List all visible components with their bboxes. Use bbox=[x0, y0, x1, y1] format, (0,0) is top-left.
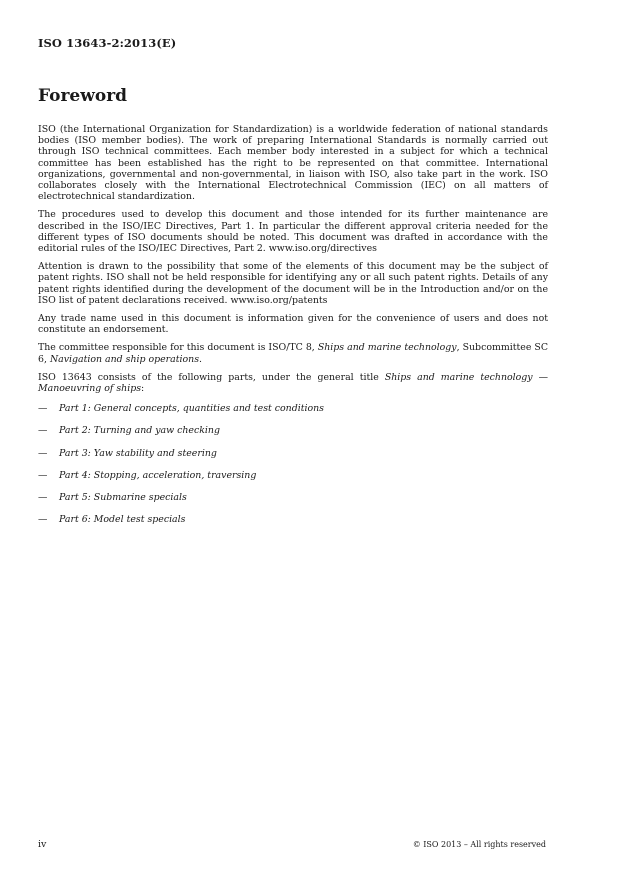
part-title: Part 4: Stopping, acceleration, traversing bbox=[59, 469, 257, 481]
dash-bullet: — bbox=[38, 403, 48, 415]
general-title: Ships and marine technology — Manoeuvring of ships bbox=[38, 371, 548, 395]
part-title: Part 3: Yaw stability and steering bbox=[59, 447, 217, 459]
parts-intro-colon: : bbox=[141, 383, 145, 395]
copyright-notice: © ISO 2013 – All rights reserved bbox=[412, 840, 546, 849]
part-title: Part 2: Turning and yaw checking bbox=[59, 425, 220, 437]
subcommittee-name: Navigation and ship operations bbox=[49, 353, 200, 365]
list-item bbox=[38, 448, 548, 459]
page-number: iv bbox=[38, 839, 47, 850]
list-item bbox=[38, 492, 548, 503]
dash-bullet: — bbox=[38, 447, 48, 459]
paragraph-trade-name: Any trade name used in this document is information given for the convenience of users and does not constitute an endorsement. bbox=[38, 313, 548, 336]
dash-bullet: — bbox=[38, 425, 48, 437]
list-item bbox=[38, 403, 548, 414]
dash-bullet: — bbox=[38, 469, 48, 481]
list-item bbox=[38, 425, 548, 436]
part-title: Part 5: Submarine specials bbox=[59, 492, 187, 504]
part-title: Part 6: Model test specials bbox=[59, 514, 186, 526]
dash-bullet: — bbox=[38, 492, 48, 504]
list-item bbox=[38, 514, 548, 525]
section-title: Foreword bbox=[38, 86, 128, 106]
foreword-body bbox=[38, 124, 548, 536]
paragraph-parts-intro bbox=[38, 372, 548, 394]
paragraph-committee bbox=[38, 342, 548, 364]
list-item bbox=[38, 470, 548, 481]
parts-intro-text: ISO 13643 consists of the following parts, under the general title bbox=[38, 371, 385, 383]
committee-text-3: . bbox=[199, 353, 202, 365]
part-title: Part 1: General concepts, quantities and test conditions bbox=[59, 403, 324, 415]
committee-text-1: The committee responsible for this document is ISO/TC 8, bbox=[38, 342, 318, 354]
document-id-header: ISO 13643-2:2013(E) bbox=[38, 36, 177, 50]
committee-text-2: , Subcommittee SC 6, bbox=[38, 342, 548, 365]
paragraph-patents: Attention is drawn to the possibility that some of the elements of this document may be the subject of patent rights. ISO shall not be held responsible for identifying any or all such patent rights. Details of any patent rights identified during the development of the document will be in the Introduction and/or on the ISO list of patent declarations received. www.iso.org/patents bbox=[38, 261, 548, 306]
paragraph-procedures: The procedures used to develop this document and those intended for its further maintenance are described in the ISO/IEC Directives, Part 1. In particular the different approval criteria needed for the different types of ISO documents should be noted. This document was drafted in accordance with the editorial rules of the ISO/IEC Directives, Part 2. www.iso.org/directives bbox=[38, 209, 548, 255]
paragraph-iso-overview: ISO (the International Organization for Standardization) is a worldwide federation of national standards bodies (ISO member bodies). The work of preparing International Standards is normally carried out through ISO technical committees. Each member body interested in a subject for which a technical committee has been established has the right to be represented on that committee. International organizations, governmental and non-governmental, in liaison with ISO, also take part in the work. ISO collaborates closely with the International Electrotechnical Commission (IEC) on all matters of electrotechnical standardization. bbox=[38, 124, 548, 203]
dash-bullet: — bbox=[38, 514, 48, 526]
committee-name: Ships and marine technology bbox=[317, 342, 457, 354]
parts-list bbox=[38, 403, 548, 525]
